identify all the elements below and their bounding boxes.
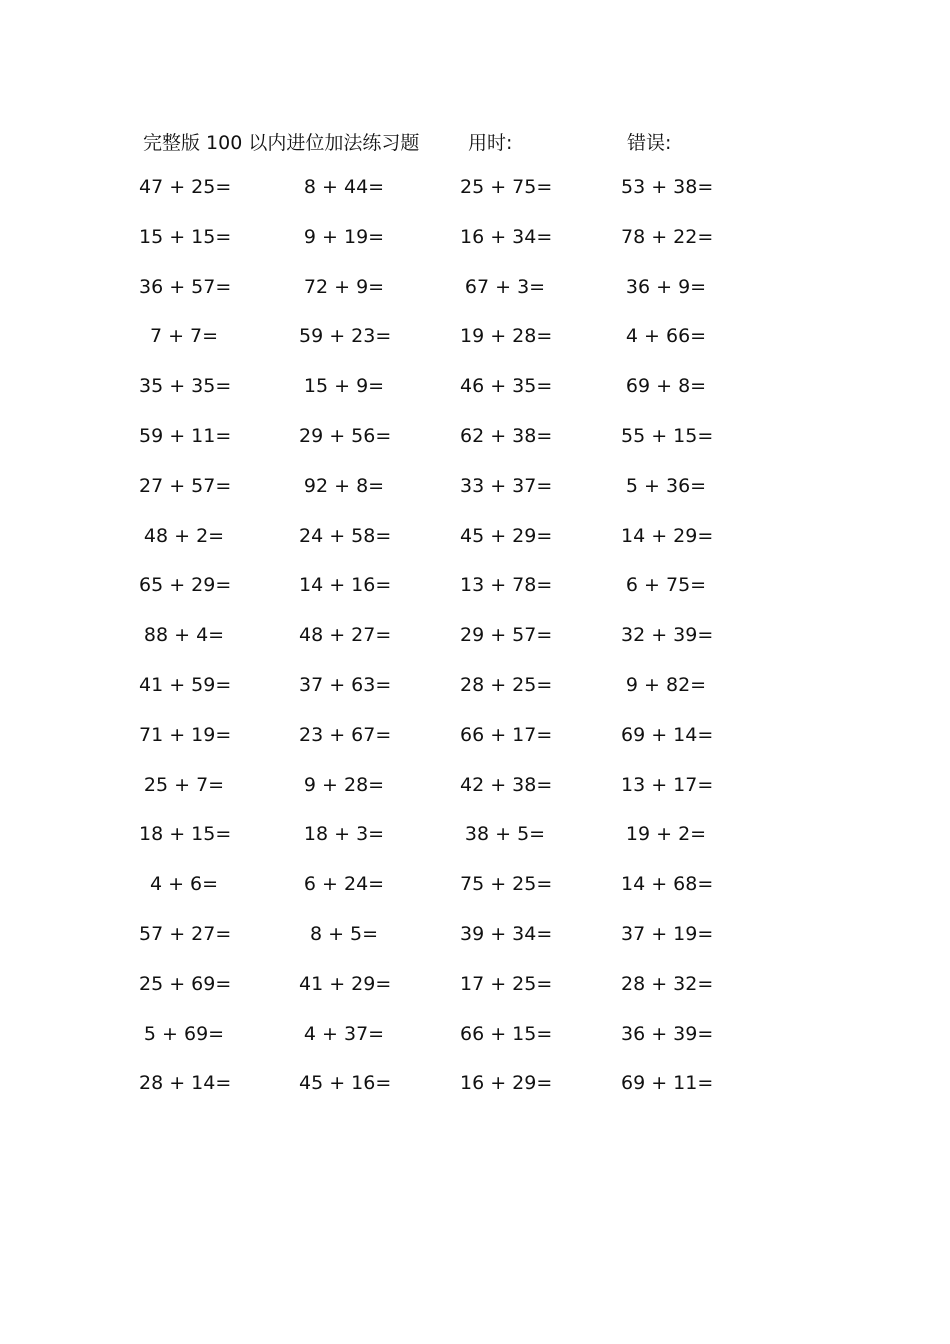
addition-problem: 23 + 67= bbox=[299, 723, 392, 746]
addition-problem: 59 + 23= bbox=[299, 325, 392, 348]
addition-problem: 16 + 34= bbox=[460, 225, 553, 248]
problem-row bbox=[139, 972, 863, 1023]
addition-problem: 53 + 38= bbox=[621, 176, 714, 198]
addition-problem: 66 + 15= bbox=[460, 1022, 553, 1045]
time-label: 用时: bbox=[468, 132, 513, 154]
addition-problem: 14 + 29= bbox=[621, 524, 714, 547]
addition-problem: 69 + 8= bbox=[625, 375, 707, 398]
problem-row bbox=[143, 1023, 863, 1073]
addition-problem: 75 + 25= bbox=[460, 873, 553, 896]
addition-problem: 4 + 37= bbox=[303, 1022, 385, 1045]
addition-problem: 41 + 59= bbox=[139, 673, 232, 696]
addition-problem: 33 + 37= bbox=[460, 474, 553, 497]
addition-problem: 69 + 14= bbox=[621, 723, 714, 746]
problem-row bbox=[139, 176, 863, 226]
problem-row bbox=[139, 723, 863, 774]
addition-problem: 29 + 56= bbox=[299, 424, 392, 447]
addition-problem: 55 + 15= bbox=[621, 424, 714, 447]
addition-problem: 28 + 14= bbox=[139, 1072, 232, 1095]
problem-row bbox=[139, 375, 863, 425]
problem-row bbox=[139, 424, 863, 475]
addition-problem: 25 + 69= bbox=[139, 972, 232, 995]
addition-problem: 72 + 9= bbox=[303, 275, 385, 298]
addition-problem: 9 + 82= bbox=[625, 673, 707, 696]
addition-problem: 8 + 5= bbox=[309, 922, 379, 945]
addition-problem: 35 + 35= bbox=[139, 375, 232, 398]
addition-problem: 42 + 38= bbox=[460, 773, 553, 796]
addition-problem: 45 + 16= bbox=[299, 1072, 392, 1095]
addition-problem: 13 + 78= bbox=[460, 574, 553, 597]
problem-row bbox=[143, 774, 863, 824]
addition-problem: 36 + 9= bbox=[625, 275, 707, 298]
error-label: 错误: bbox=[627, 132, 672, 154]
addition-problem: 25 + 7= bbox=[143, 773, 225, 796]
addition-problem: 32 + 39= bbox=[621, 624, 714, 647]
addition-problem: 57 + 27= bbox=[139, 922, 232, 945]
problem-row bbox=[139, 673, 863, 724]
addition-problem: 6 + 75= bbox=[625, 574, 707, 597]
addition-problem: 59 + 11= bbox=[139, 424, 232, 447]
problem-row bbox=[139, 922, 863, 973]
addition-problem: 18 + 3= bbox=[303, 823, 385, 846]
addition-problem: 4 + 6= bbox=[149, 873, 219, 896]
addition-problem: 48 + 27= bbox=[299, 624, 392, 647]
problem-row bbox=[139, 275, 863, 326]
addition-problem: 46 + 35= bbox=[460, 375, 553, 398]
addition-problem: 37 + 19= bbox=[621, 922, 714, 945]
problem-row bbox=[139, 225, 863, 276]
addition-problem: 28 + 25= bbox=[460, 673, 553, 696]
addition-problem: 13 + 17= bbox=[621, 773, 714, 796]
addition-problem: 67 + 3= bbox=[464, 275, 546, 298]
addition-problem: 27 + 57= bbox=[139, 474, 232, 497]
addition-problem: 39 + 34= bbox=[460, 922, 553, 945]
addition-problem: 7 + 7= bbox=[149, 325, 219, 348]
addition-problem: 24 + 58= bbox=[299, 524, 392, 547]
addition-problem: 16 + 29= bbox=[460, 1072, 553, 1095]
addition-problem: 78 + 22= bbox=[621, 225, 714, 248]
problem-grid bbox=[139, 176, 863, 1122]
addition-problem: 71 + 19= bbox=[139, 723, 232, 746]
addition-problem: 29 + 57= bbox=[460, 624, 553, 647]
addition-problem: 37 + 63= bbox=[299, 673, 392, 696]
addition-problem: 15 + 9= bbox=[303, 375, 385, 398]
problem-row bbox=[139, 823, 863, 873]
problem-row bbox=[143, 873, 863, 923]
addition-problem: 65 + 29= bbox=[139, 574, 232, 597]
addition-problem: 36 + 57= bbox=[139, 275, 232, 298]
addition-problem: 6 + 24= bbox=[303, 873, 385, 896]
addition-problem: 14 + 16= bbox=[299, 574, 392, 597]
addition-problem: 48 + 2= bbox=[143, 524, 225, 547]
addition-problem: 66 + 17= bbox=[460, 723, 553, 746]
addition-problem: 19 + 2= bbox=[625, 823, 707, 846]
addition-problem: 25 + 75= bbox=[460, 176, 553, 198]
addition-problem: 28 + 32= bbox=[621, 972, 714, 995]
problem-row bbox=[139, 574, 863, 624]
addition-problem: 45 + 29= bbox=[460, 524, 553, 547]
addition-problem: 15 + 15= bbox=[139, 225, 232, 248]
problem-row bbox=[143, 525, 863, 575]
addition-problem: 62 + 38= bbox=[460, 424, 553, 447]
problem-row bbox=[139, 1072, 863, 1122]
addition-problem: 4 + 66= bbox=[625, 325, 707, 348]
addition-problem: 41 + 29= bbox=[299, 972, 392, 995]
addition-problem: 69 + 11= bbox=[621, 1072, 714, 1095]
problem-row bbox=[139, 474, 863, 525]
addition-problem: 36 + 39= bbox=[621, 1022, 714, 1045]
addition-problem: 17 + 25= bbox=[460, 972, 553, 995]
problem-row bbox=[143, 624, 863, 674]
addition-problem: 5 + 69= bbox=[143, 1022, 225, 1045]
addition-problem: 9 + 28= bbox=[303, 773, 385, 796]
addition-problem: 5 + 36= bbox=[625, 474, 707, 497]
worksheet-header bbox=[0, 128, 950, 158]
addition-problem: 88 + 4= bbox=[143, 624, 225, 647]
problem-row bbox=[143, 325, 863, 375]
addition-problem: 14 + 68= bbox=[621, 873, 714, 896]
addition-problem: 92 + 8= bbox=[303, 474, 385, 497]
addition-problem: 38 + 5= bbox=[464, 823, 546, 846]
worksheet-title: 完整版 100 以内进位加法练习题 bbox=[143, 132, 420, 154]
addition-problem: 18 + 15= bbox=[139, 823, 232, 846]
addition-problem: 47 + 25= bbox=[139, 176, 232, 198]
addition-problem: 19 + 28= bbox=[460, 325, 553, 348]
addition-problem: 9 + 19= bbox=[303, 225, 385, 248]
addition-problem: 8 + 44= bbox=[303, 176, 385, 198]
